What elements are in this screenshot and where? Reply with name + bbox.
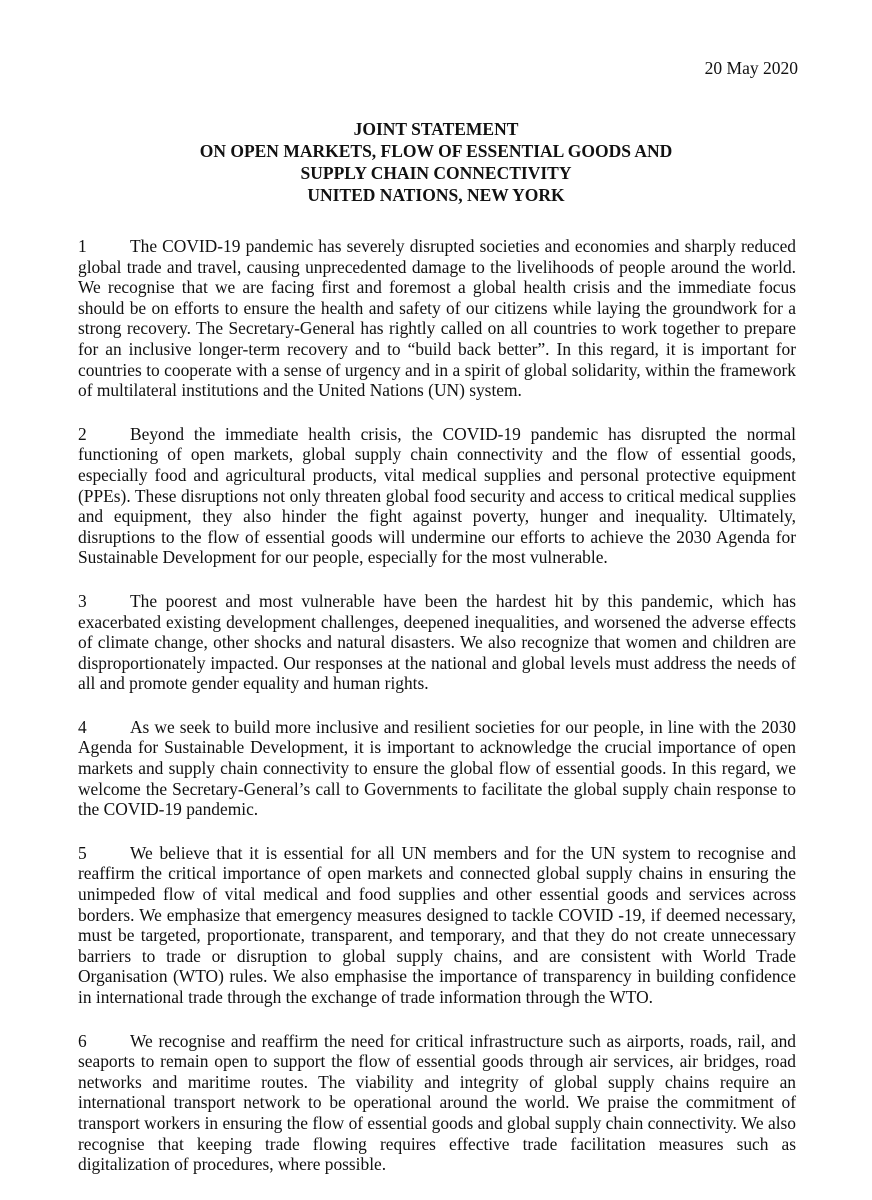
paragraph-number: 4 (78, 716, 87, 737)
title-line: UNITED NATIONS, NEW YORK (307, 185, 565, 205)
paragraph-number: 2 (78, 423, 87, 444)
paragraph-text: We believe that it is essential for all UN members and for the UN system to recognise and reaffirm the critical importance of open markets and connected global supply chains in ensuring the unimpeded flow of vital medical and food supplies and other essential goods and services across borders. We emphasize that emergency measures designed to tackle COVID -19, if deemed necessary, must be targeted, proportionate, transparent, and temporary, and that they do not create unnecessary barriers to trade or disruption to global supply chains, and are consistent with World Trade Organisation (WTO) rules. We also emphasise the importance of transparency in building confidence in international trade through the exchange of trade information through the WTO. (78, 842, 796, 1007)
paragraph-6 (78, 1031, 796, 1175)
paragraph-number: 6 (78, 1030, 87, 1051)
paragraph-2 (78, 424, 796, 568)
paragraph-1 (78, 236, 796, 401)
document-title (0, 118, 872, 206)
title-line: ON OPEN MARKETS, FLOW OF ESSENTIAL GOODS AND (199, 141, 673, 161)
paragraph-number: 5 (78, 842, 87, 863)
paragraph-4 (78, 717, 796, 820)
paragraph-text: Beyond the immediate health crisis, the COVID-19 pandemic has disrupted the normal functioning of open markets, global supply chain connectivity and the flow of essential goods, especially food and agricultural products, vital medical supplies and personal protective equipment (PPEs). These disruptions not only threaten global food security and access to critical medical supplies and equipment, they also hinder the fight against poverty, hunger and inequality. Ultimately, disruptions to the flow of essential goods will undermine our efforts to achieve the 2030 Agenda for Sustainable Development for our people, especially for the most vulnerable. (78, 423, 796, 568)
paragraph-text: The COVID-19 pandemic has severely disrupted societies and economies and sharply reduced global trade and travel, causing unprecedented damage to the livelihoods of people around the world. We recognise that we are facing first and foremost a global health crisis and the immediate focus should be on efforts to ensure the health and safety of our citizens while laying the groundwork for a strong recovery. The Secretary-General has rightly called on all countries to work together to prepare for an inclusive longer-term recovery and to “build back better”. In this regard, it is important for countries to cooperate with a sense of urgency and in a spirit of global solidarity, within the framework of multilateral institutions and the United Nations (UN) system. (78, 236, 796, 401)
document-body (78, 236, 796, 1198)
paragraph-3 (78, 591, 796, 694)
document-date: 20 May 2020 (704, 58, 798, 78)
title-line: JOINT STATEMENT (353, 119, 519, 139)
paragraph-text: The poorest and most vulnerable have been the hardest hit by this pandemic, which has exacerbated existing development challenges, deepened inequalities, and worsened the adverse effects of climate change, other shocks and natural disasters. We also recognize that women and children are disproportionately impacted. Our responses at the national and global levels must address the needs of all and promote gender equality and human rights. (78, 590, 796, 694)
paragraph-number: 3 (78, 590, 87, 611)
title-line: SUPPLY CHAIN CONNECTIVITY (300, 163, 572, 183)
paragraph-5 (78, 843, 796, 1008)
paragraph-number: 1 (78, 236, 87, 256)
paragraph-text: We recognise and reaffirm the need for critical infrastructure such as airports, roads, rail, and seaports to remain open to support the flow of essential goods through air services, air bridges, road networks and maritime routes. The viability and integrity of global supply chains require an international transport network to be operational around the world. We praise the commitment of transport workers in ensuring the flow of essential goods and global supply chain connectivity. We also recognise that keeping trade flowing requires effective trade facilitation measures such as digitalization of procedures, where possible. (78, 1030, 796, 1175)
paragraph-text: As we seek to build more inclusive and resilient societies for our people, in line with the 2030 Agenda for Sustainable Development, it is important to acknowledge the crucial importance of open markets and supply chain connectivity to ensure the global flow of essential goods. In this regard, we welcome the Secretary-General’s call to Governments to facilitate the global supply chain response to the COVID-19 pandemic. (78, 716, 796, 820)
